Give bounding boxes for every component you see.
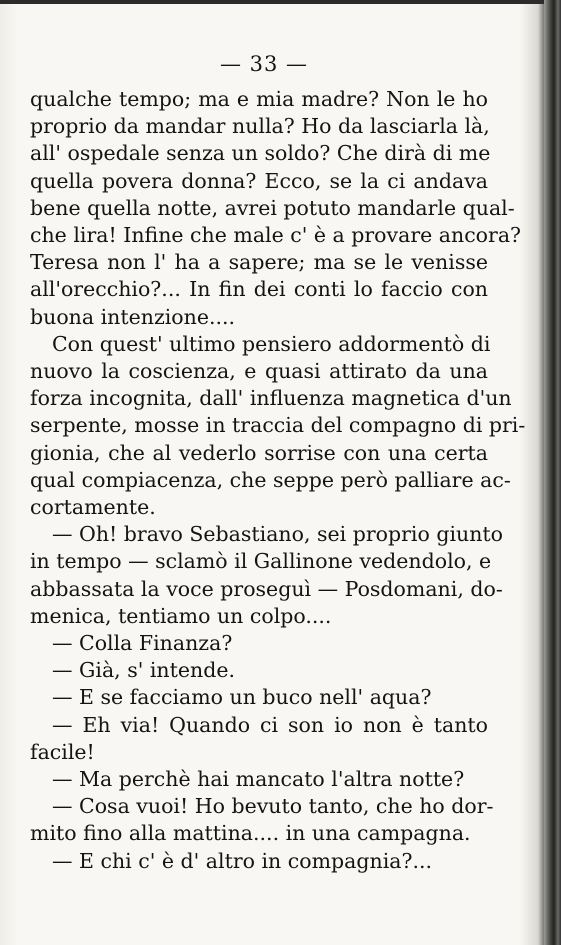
page-number: — 33 — [219, 52, 309, 76]
text-line: mito fino alla mattina.... in una campagna. [30, 821, 471, 846]
top-border [0, 0, 561, 4]
text-line: Con quest' ultimo pensiero addormentò di [52, 331, 491, 356]
paragraph [30, 766, 488, 793]
text-line: bene quella notte, avrei potuto mandarle qual- [30, 195, 515, 220]
text-line: qualche tempo; ma e mia madre? Non le ho [30, 87, 488, 111]
paragraph [30, 684, 488, 711]
paragraph [30, 86, 522, 331]
text-line: cortamente. [30, 495, 156, 520]
text-line: gionia, che al vederlo sorrise con una certa [30, 440, 488, 465]
text-line: in tempo — sclamò il Gallinone vedendolo, e [30, 549, 492, 574]
text-line: serpente, mosse in traccia del compagno di pri- [30, 413, 526, 438]
text-line: all'orecchio?... In fin dei conti lo faccio con [30, 277, 488, 302]
text-line: — Eh via! Quando ci son io non è tanto [52, 712, 488, 737]
text-line: — E se facciamo un buco nell' aqua? [52, 685, 432, 710]
text-line: qual compiacenza, che seppe però palliare ac- [30, 467, 511, 492]
text-line: all' ospedale senza un soldo? Che dirà di me [30, 141, 491, 166]
text-line: forza incognita, dall' influenza magnetica d'un [30, 386, 512, 411]
text-line: Teresa non l' ha a sapere; ma se le venisse [30, 250, 488, 275]
text-line: — E chi c' è d' altro in compagnia?... [52, 848, 433, 873]
page-spine-edge [544, 0, 561, 945]
text-line: — Già, s' intende. [52, 658, 235, 683]
text-line: menica, tentiamo un colpo.... [30, 603, 332, 628]
text-line: — Colla Finanza? [52, 631, 233, 656]
text-line: nuovo la coscienza, e quasi attirato da una [30, 359, 488, 384]
paragraph [30, 712, 488, 766]
body-text [30, 86, 526, 875]
paragraph [30, 521, 503, 630]
text-line: — Oh! bravo Sebastiano, sei proprio giunto [52, 522, 503, 547]
text-line: — Ma perchè hai mancato l'altra notte? [52, 767, 465, 792]
paragraph [30, 630, 488, 657]
text-line: abbassata la voce proseguì — Posdomani, do- [30, 576, 503, 601]
paragraph [30, 848, 488, 875]
text-line: buona intenzione.... [30, 304, 236, 329]
paragraph [30, 793, 494, 847]
text-line: che lira! Infine che male c' è a provare ancora? [30, 223, 522, 248]
text-line: quella povera donna? Ecco, se la ci andava [30, 168, 488, 193]
text-line: proprio da mandar nulla? Ho da lasciarla là, [30, 114, 490, 139]
text-line: — Cosa vuoi! Ho bevuto tanto, che ho dor- [52, 794, 494, 819]
paragraph [30, 657, 488, 684]
text-line: facile! [30, 739, 95, 764]
paragraph [30, 331, 526, 521]
